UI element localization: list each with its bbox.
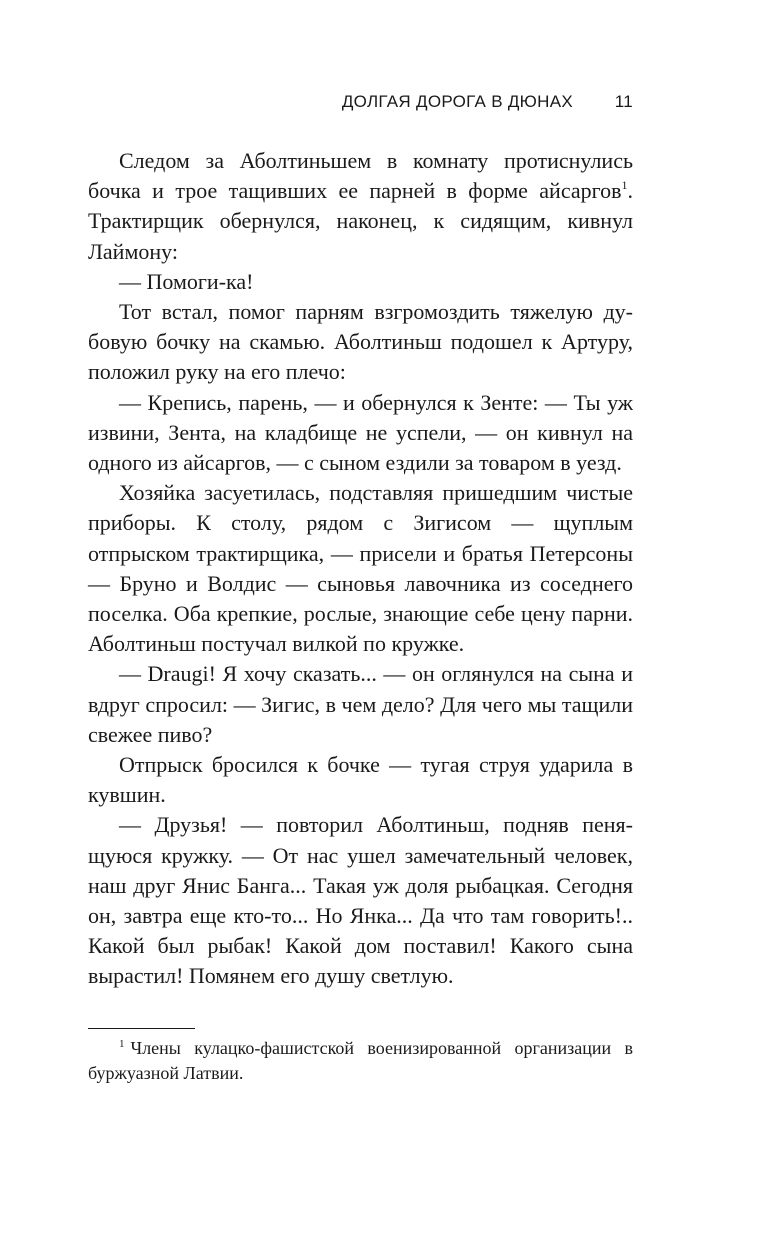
running-head: [88, 92, 633, 120]
page-number: 11: [614, 92, 633, 111]
footnote-divider: [88, 1028, 195, 1029]
paragraph: Следом за Аболтиньшем в комнату протиснулись бочка и трое тащивших ее парней в форме айсаргов$^1$. Трактирщик обернулся, наконец, к сидящим, кивнул Лаймону:: [88, 148, 633, 264]
running-head-title: ДОЛГАЯ ДОРОГА В ДЮНАХ: [341, 92, 573, 111]
body-text: [88, 146, 633, 992]
footnote-text: Члены кулацко-фашистской военизированной организации в буржуазной Латвии.: [88, 1038, 633, 1083]
paragraph: Отпрыск бросился к бочке — тугая струя ударила в кувшин.: [88, 752, 633, 808]
paragraph: Хозяйка засуетилась, подставляя пришедшим чистые приборы. К столу, рядом с Зигисом — щуплым отпрыском трактирщика, — присели и братья Петерсоны — Бруно и Волдис — сыновья лавочника из соседнего поселка. Оба крепкие, рослые, знающие себе цену парни. Аболтиньш постучал вилкой по кружке.: [88, 480, 633, 657]
paragraph: — Помоги-ка!: [119, 268, 254, 294]
paragraph: Тот встал, помог парням взгромоздить тяжелую дубовую бочку на скамью. Аболтиньш подошел к Артуру, положил руку на его плечо:: [88, 299, 633, 385]
paragraph: — Draugi! Я хочу сказать... — он оглянулся на сына и вдруг спросил: — Зигис, в чем дело? Для чего мы тащили свежее пиво?: [88, 661, 633, 747]
footnote-reference[interactable]: 1: [621, 178, 628, 193]
paragraph: — Друзья! — повторил Аболтиньш, подняв пенящуюся кружку. — От нас ушел замечательный человек, наш друг Янис Банга... Такая уж доля рыбацкая. Сегодня он, завтра еще кто-то... Но Янка... Да что там говорить!.. Какой был рыбак! Какой дом поставил! Какого сына вырастил! Помянем его душу светлую.: [88, 812, 633, 989]
footnote: [88, 1036, 633, 1086]
paragraph: — Крепись, парень, — и обернулся к Зенте: — Ты уж извини, Зента, на кладбище не успели, — он кивнул на одного из айсаргов, — с сыном ездили за товаром в уезд.: [88, 389, 633, 476]
footnote-mark: 1: [119, 1038, 125, 1050]
